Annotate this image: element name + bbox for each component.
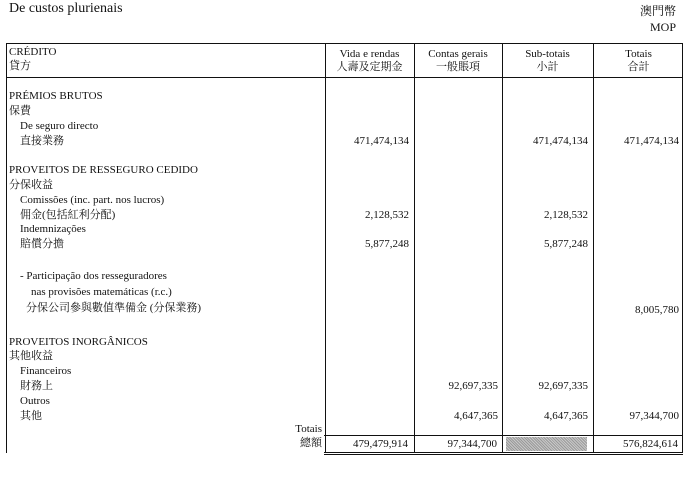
total-subtotal-shaded xyxy=(506,437,587,451)
cell-total: 8,005,780 xyxy=(635,304,679,316)
row-label: 分保公司參與數值準備金 (分保業務) xyxy=(26,302,202,314)
header-life-pt: Vida e rendas xyxy=(339,48,400,60)
cell-subtotal: 92,697,335 xyxy=(538,380,588,392)
cell-subtotal: 4,647,365 xyxy=(544,410,588,422)
header-subtotal-pt: Sub-totais xyxy=(525,48,570,60)
cell-total: 471,474,134 xyxy=(624,135,679,147)
total-grand: 576,824,614 xyxy=(623,438,678,450)
cell-subtotal: 471,474,134 xyxy=(533,135,588,147)
currency-label-en: MOP xyxy=(649,20,676,34)
totals-top-line xyxy=(324,435,683,436)
header-subtotal-zh: 小計 xyxy=(536,61,559,73)
cell-life: 471,474,134 xyxy=(354,135,409,147)
header-total-zh: 合計 xyxy=(627,61,650,73)
row-label: 保費 xyxy=(9,105,31,117)
total-life: 479,479,914 xyxy=(353,438,408,450)
cell-general: 92,697,335 xyxy=(448,380,498,392)
header-credit-pt: CRÉDITO xyxy=(9,46,57,58)
header-divider xyxy=(7,77,682,78)
row-label: 其他 xyxy=(20,410,42,422)
header-life-zh: 人壽及定期金 xyxy=(336,61,403,73)
row-label: 直接業務 xyxy=(20,135,64,147)
total-general: 97,344,700 xyxy=(447,438,497,450)
col-divider-4 xyxy=(593,44,594,453)
row-label: 分保收益 xyxy=(9,179,53,191)
totals-label-pt: Totais xyxy=(295,423,322,435)
cell-life: 5,877,248 xyxy=(365,238,409,250)
totals-bottom-line xyxy=(324,452,683,453)
header-general-pt: Contas gerais xyxy=(428,48,488,60)
row-label: Indemnizações xyxy=(20,223,86,235)
header-total-pt: Totais xyxy=(625,48,652,60)
row-label: 財務上 xyxy=(20,380,53,392)
cell-life: 2,128,532 xyxy=(365,209,409,221)
row-label: - Participação dos resseguradores xyxy=(20,270,167,282)
cell-general: 4,647,365 xyxy=(454,410,498,422)
row-label: PRÉMIOS BRUTOS xyxy=(9,90,103,102)
cell-total: 97,344,700 xyxy=(629,410,679,422)
totals-double-line xyxy=(324,454,683,455)
row-label: Financeiros xyxy=(20,365,72,377)
credit-table xyxy=(6,43,683,453)
row-label: Comissões (inc. part. nos lucros) xyxy=(20,194,165,206)
row-label: 佣金(包括紅利分配) xyxy=(20,209,116,221)
header-credit-zh: 貸方 xyxy=(9,60,31,72)
currency-label-zh: 澳門幣 xyxy=(639,4,676,18)
row-label: 賠償分擔 xyxy=(20,238,64,250)
row-label: De seguro directo xyxy=(20,120,99,132)
row-label: PROVEITOS INORGÂNICOS xyxy=(9,336,148,348)
totals-label-zh: 總額 xyxy=(300,437,322,449)
row-label: 其他收益 xyxy=(9,350,53,362)
page-title: De custos plurienais xyxy=(9,1,123,16)
header-general-zh: 一般賬項 xyxy=(436,61,480,73)
cell-subtotal: 5,877,248 xyxy=(544,238,588,250)
row-label: PROVEITOS DE RESSEGURO CEDIDO xyxy=(9,164,198,176)
row-label: nas provisões matemáticas (r.c.) xyxy=(31,286,172,298)
row-label: Outros xyxy=(20,395,50,407)
cell-subtotal: 2,128,532 xyxy=(544,209,588,221)
